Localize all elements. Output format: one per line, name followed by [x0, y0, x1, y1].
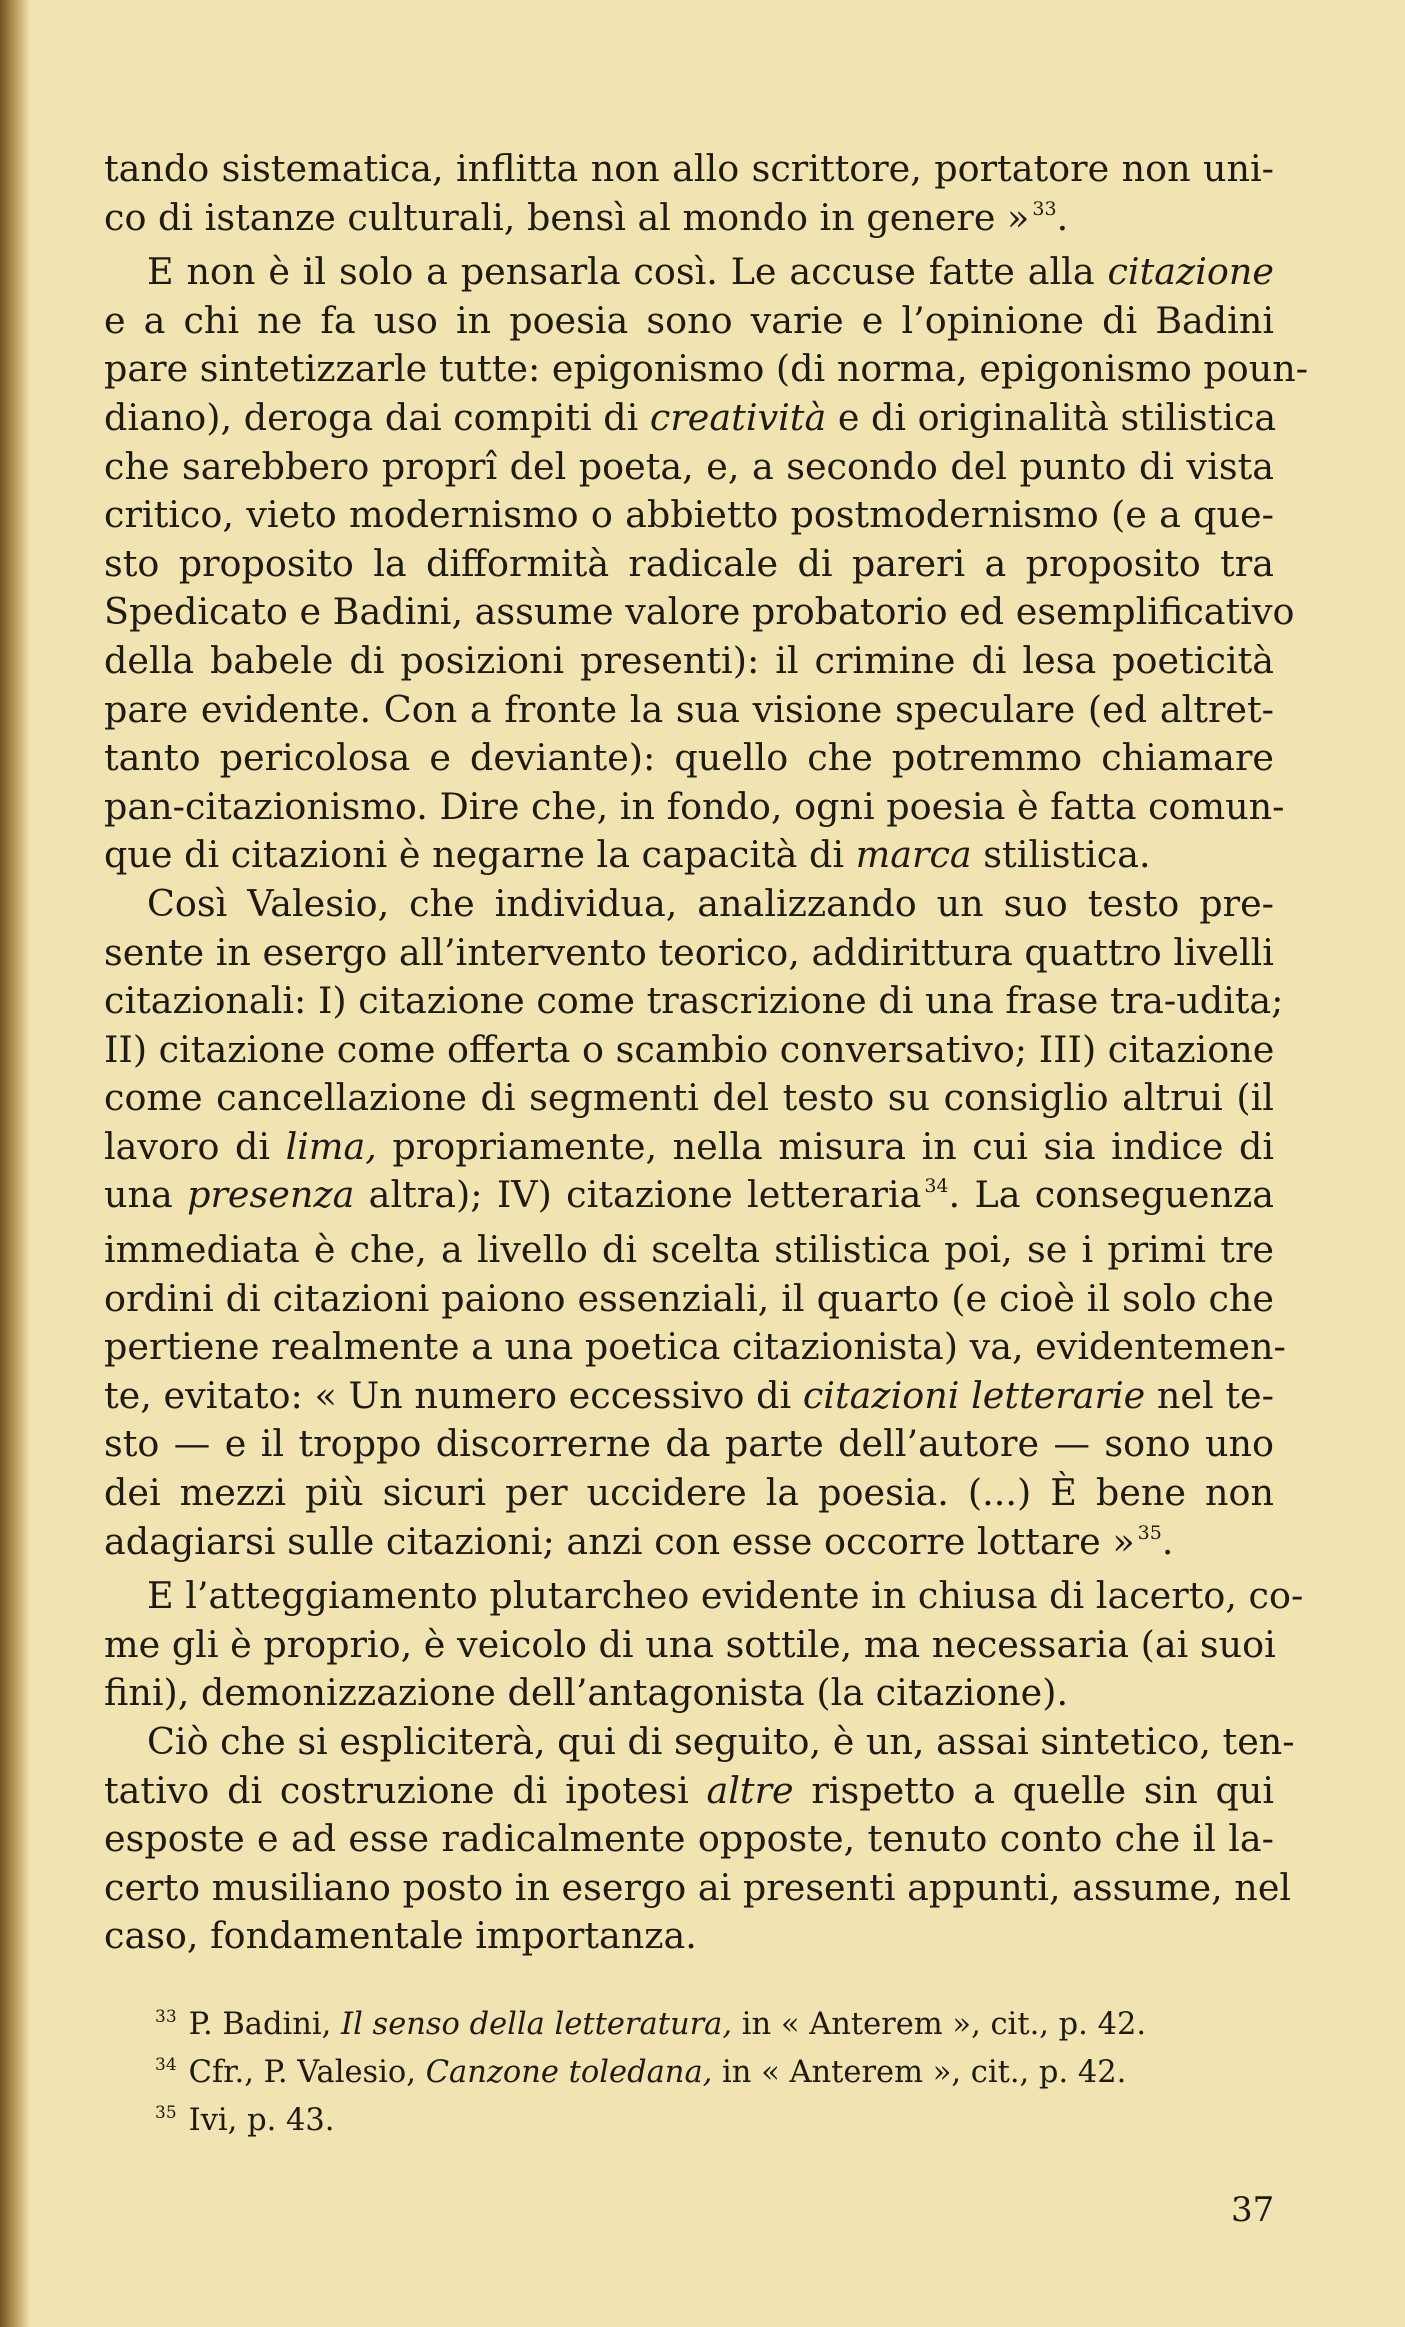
footnote-number: 34	[155, 2055, 177, 2075]
text-line	[104, 194, 1274, 249]
text-span: caso, fondamentale importanza.	[104, 1914, 697, 1958]
text-span: E l’atteggiamento plutarcheo evidente in chiusa di lacerto, co-	[147, 1574, 1304, 1618]
text-line	[104, 637, 1274, 686]
text-span: Ivi, p. 43.	[188, 2103, 335, 2138]
text-span: come cancellazione di segmenti del testo su consiglio altrui (il	[104, 1076, 1274, 1120]
text-line	[104, 297, 1274, 346]
text-span: nel te-	[1145, 1373, 1274, 1417]
text-span: dei mezzi più sicuri per uccidere la poesia. (...) È bene non	[104, 1471, 1274, 1515]
text-line	[104, 977, 1284, 1026]
text-span: Così Valesio, che individua, analizzando un suo testo pre-	[147, 881, 1274, 925]
footnote-reference: 35	[1137, 1521, 1162, 1544]
footnote	[155, 2003, 1195, 2051]
footnote	[155, 2099, 1195, 2147]
text-line	[104, 1275, 1274, 1324]
text-span: tando sistematica, inflitta non allo scrittore, portatore non uni-	[104, 147, 1274, 190]
italic-span: creatività	[649, 395, 827, 439]
text-span: lavoro di	[104, 1124, 286, 1168]
text-span: tanto pericolosa e deviante): quello che potremmo chiamare	[104, 736, 1274, 780]
text-span: fini), demonizzazione dell’antagonista (la citazione).	[104, 1671, 1069, 1715]
text-span: altra); IV) citazione letteraria	[354, 1173, 922, 1217]
text-line	[104, 1026, 1274, 1075]
text-line	[104, 1518, 1274, 1573]
text-span: propriamente, nella misura in cui sia indice di	[376, 1124, 1274, 1168]
text-line	[104, 145, 1274, 194]
text-line	[104, 880, 1274, 929]
text-span: .	[1056, 195, 1069, 239]
text-line	[104, 248, 1274, 297]
text-span: esposte e ad esse radicalmente opposte, tenuto conto che il la-	[104, 1817, 1274, 1861]
italic-span: Canzone toledana,	[425, 2055, 713, 2090]
text-span: E non è il solo a pensarla così. Le accuse fatte alla	[147, 250, 1108, 294]
text-span: P. Badini,	[188, 2007, 342, 2042]
text-line	[104, 443, 1274, 492]
text-line	[104, 1767, 1274, 1816]
text-span: certo musiliano posto in esergo ai presenti appunti, assume, nel	[104, 1865, 1292, 1909]
text-span: que di citazioni è negarne la capacità di	[104, 833, 856, 877]
text-line	[104, 394, 1277, 443]
text-span: me gli è proprio, è veicolo di una sottile, ma necessaria (ai suoi	[104, 1622, 1276, 1666]
text-line	[104, 1621, 1274, 1670]
text-span: pare sintetizzarle tutte: epigonismo (di norma, epigonismo poun-	[104, 347, 1309, 391]
text-span: citazionali: I) citazione come trascrizione di una frase tra-udita;	[104, 979, 1284, 1023]
text-span: pare evidente. Con a fronte la sua visione speculare (ed altret-	[104, 687, 1274, 731]
text-line	[104, 734, 1274, 783]
text-line	[104, 1420, 1274, 1469]
text-span: stilistica.	[971, 833, 1151, 877]
text-span: sto — e il troppo discorrerne da parte dell’autore — sono uno	[104, 1422, 1274, 1466]
book-spine-shadow	[0, 0, 30, 2327]
text-span: pertiene realmente a una poetica citazionista) va, evidentemen-	[104, 1325, 1286, 1369]
italic-span: citazioni letterarie	[802, 1373, 1146, 1417]
body-text	[104, 145, 1309, 1961]
text-span: Cfr., P. Valesio,	[188, 2055, 426, 2090]
text-span: .	[1161, 1519, 1174, 1563]
text-line	[104, 1718, 1295, 1767]
text-span: una	[104, 1173, 188, 1217]
text-span: in « Anterem », cit., p. 42.	[712, 2055, 1127, 2090]
text-line	[104, 588, 1295, 637]
text-span: ordini di citazioni paiono essenziali, il quarto (e cioè il solo che	[104, 1276, 1274, 1320]
italic-span: lima,	[285, 1124, 377, 1168]
text-line	[104, 1372, 1274, 1421]
footnote	[155, 2051, 1195, 2099]
text-line	[104, 831, 1274, 880]
text-span: critico, vieto modernismo o abbietto postmodernismo (e a que-	[104, 493, 1274, 537]
text-span: co di istanze culturali, bensì al mondo in genere »	[104, 195, 1030, 239]
text-line	[104, 1912, 1274, 1961]
text-span: . La conseguenza	[948, 1173, 1274, 1217]
text-line	[104, 1469, 1274, 1518]
italic-span: Il senso della letteratura,	[341, 2007, 733, 2042]
page-number: 37	[1231, 2190, 1275, 2230]
text-span: rispetto a quelle sin qui	[793, 1768, 1274, 1812]
text-span: in « Anterem », cit., p. 42.	[732, 2007, 1147, 2042]
text-span: e di originalità stilistica	[826, 395, 1277, 439]
text-span: immediata è che, a livello di scelta stilistica poi, se i primi tre	[104, 1228, 1274, 1272]
italic-span: citazione	[1107, 250, 1274, 294]
footnote-reference: 34	[924, 1175, 949, 1198]
text-line	[104, 1323, 1286, 1372]
text-line	[104, 1572, 1304, 1621]
text-span: che sarebbero proprî del poeta, e, a secondo del punto di vista	[104, 444, 1274, 488]
text-span: sente in esergo all’intervento teorico, addirittura quattro livelli	[104, 930, 1274, 974]
text-span: adagiarsi sulle citazioni; anzi con esse occorre lottare »	[104, 1519, 1135, 1563]
text-span: Ciò che si espliciterà, qui di seguito, è un, assai sintetico, ten-	[147, 1720, 1295, 1763]
text-line	[104, 1171, 1274, 1226]
text-line	[104, 345, 1309, 394]
text-span: te, evitato: « Un numero eccessivo di	[104, 1373, 803, 1417]
footnotes	[155, 2003, 1195, 2147]
text-line	[104, 1074, 1274, 1123]
text-line	[104, 929, 1274, 978]
footnote-reference: 33	[1032, 197, 1057, 220]
text-line	[104, 1864, 1292, 1913]
text-line	[104, 686, 1274, 735]
text-span: della babele di posizioni presenti): il crimine di lesa poeticità	[104, 638, 1274, 682]
text-span: Spedicato e Badini, assume valore probatorio ed esemplificativo	[104, 590, 1295, 634]
text-line	[104, 491, 1274, 540]
text-span: tativo di costruzione di ipotesi	[104, 1768, 707, 1812]
text-span: II) citazione come offerta o scambio conversativo; III) citazione	[104, 1027, 1275, 1071]
text-line	[104, 1226, 1274, 1275]
text-line	[104, 540, 1274, 589]
text-line	[104, 1123, 1274, 1172]
text-span: e a chi ne fa uso in poesia sono varie e l’opinione di Badini	[104, 298, 1274, 342]
italic-span: marca	[855, 833, 972, 877]
footnote-number: 33	[155, 2007, 177, 2027]
text-span: sto proposito la difformità radicale di pareri a proposito tra	[104, 541, 1274, 585]
text-span: pan-citazionismo. Dire che, in fondo, ogni poesia è fatta comun-	[104, 784, 1285, 828]
text-line	[104, 1669, 1274, 1718]
text-line	[104, 783, 1285, 832]
italic-span: altre	[706, 1768, 794, 1812]
italic-span: presenza	[187, 1173, 355, 1217]
text-line	[104, 1815, 1274, 1864]
footnote-number: 35	[155, 2103, 177, 2123]
text-span: diano), deroga dai compiti di	[104, 395, 650, 439]
